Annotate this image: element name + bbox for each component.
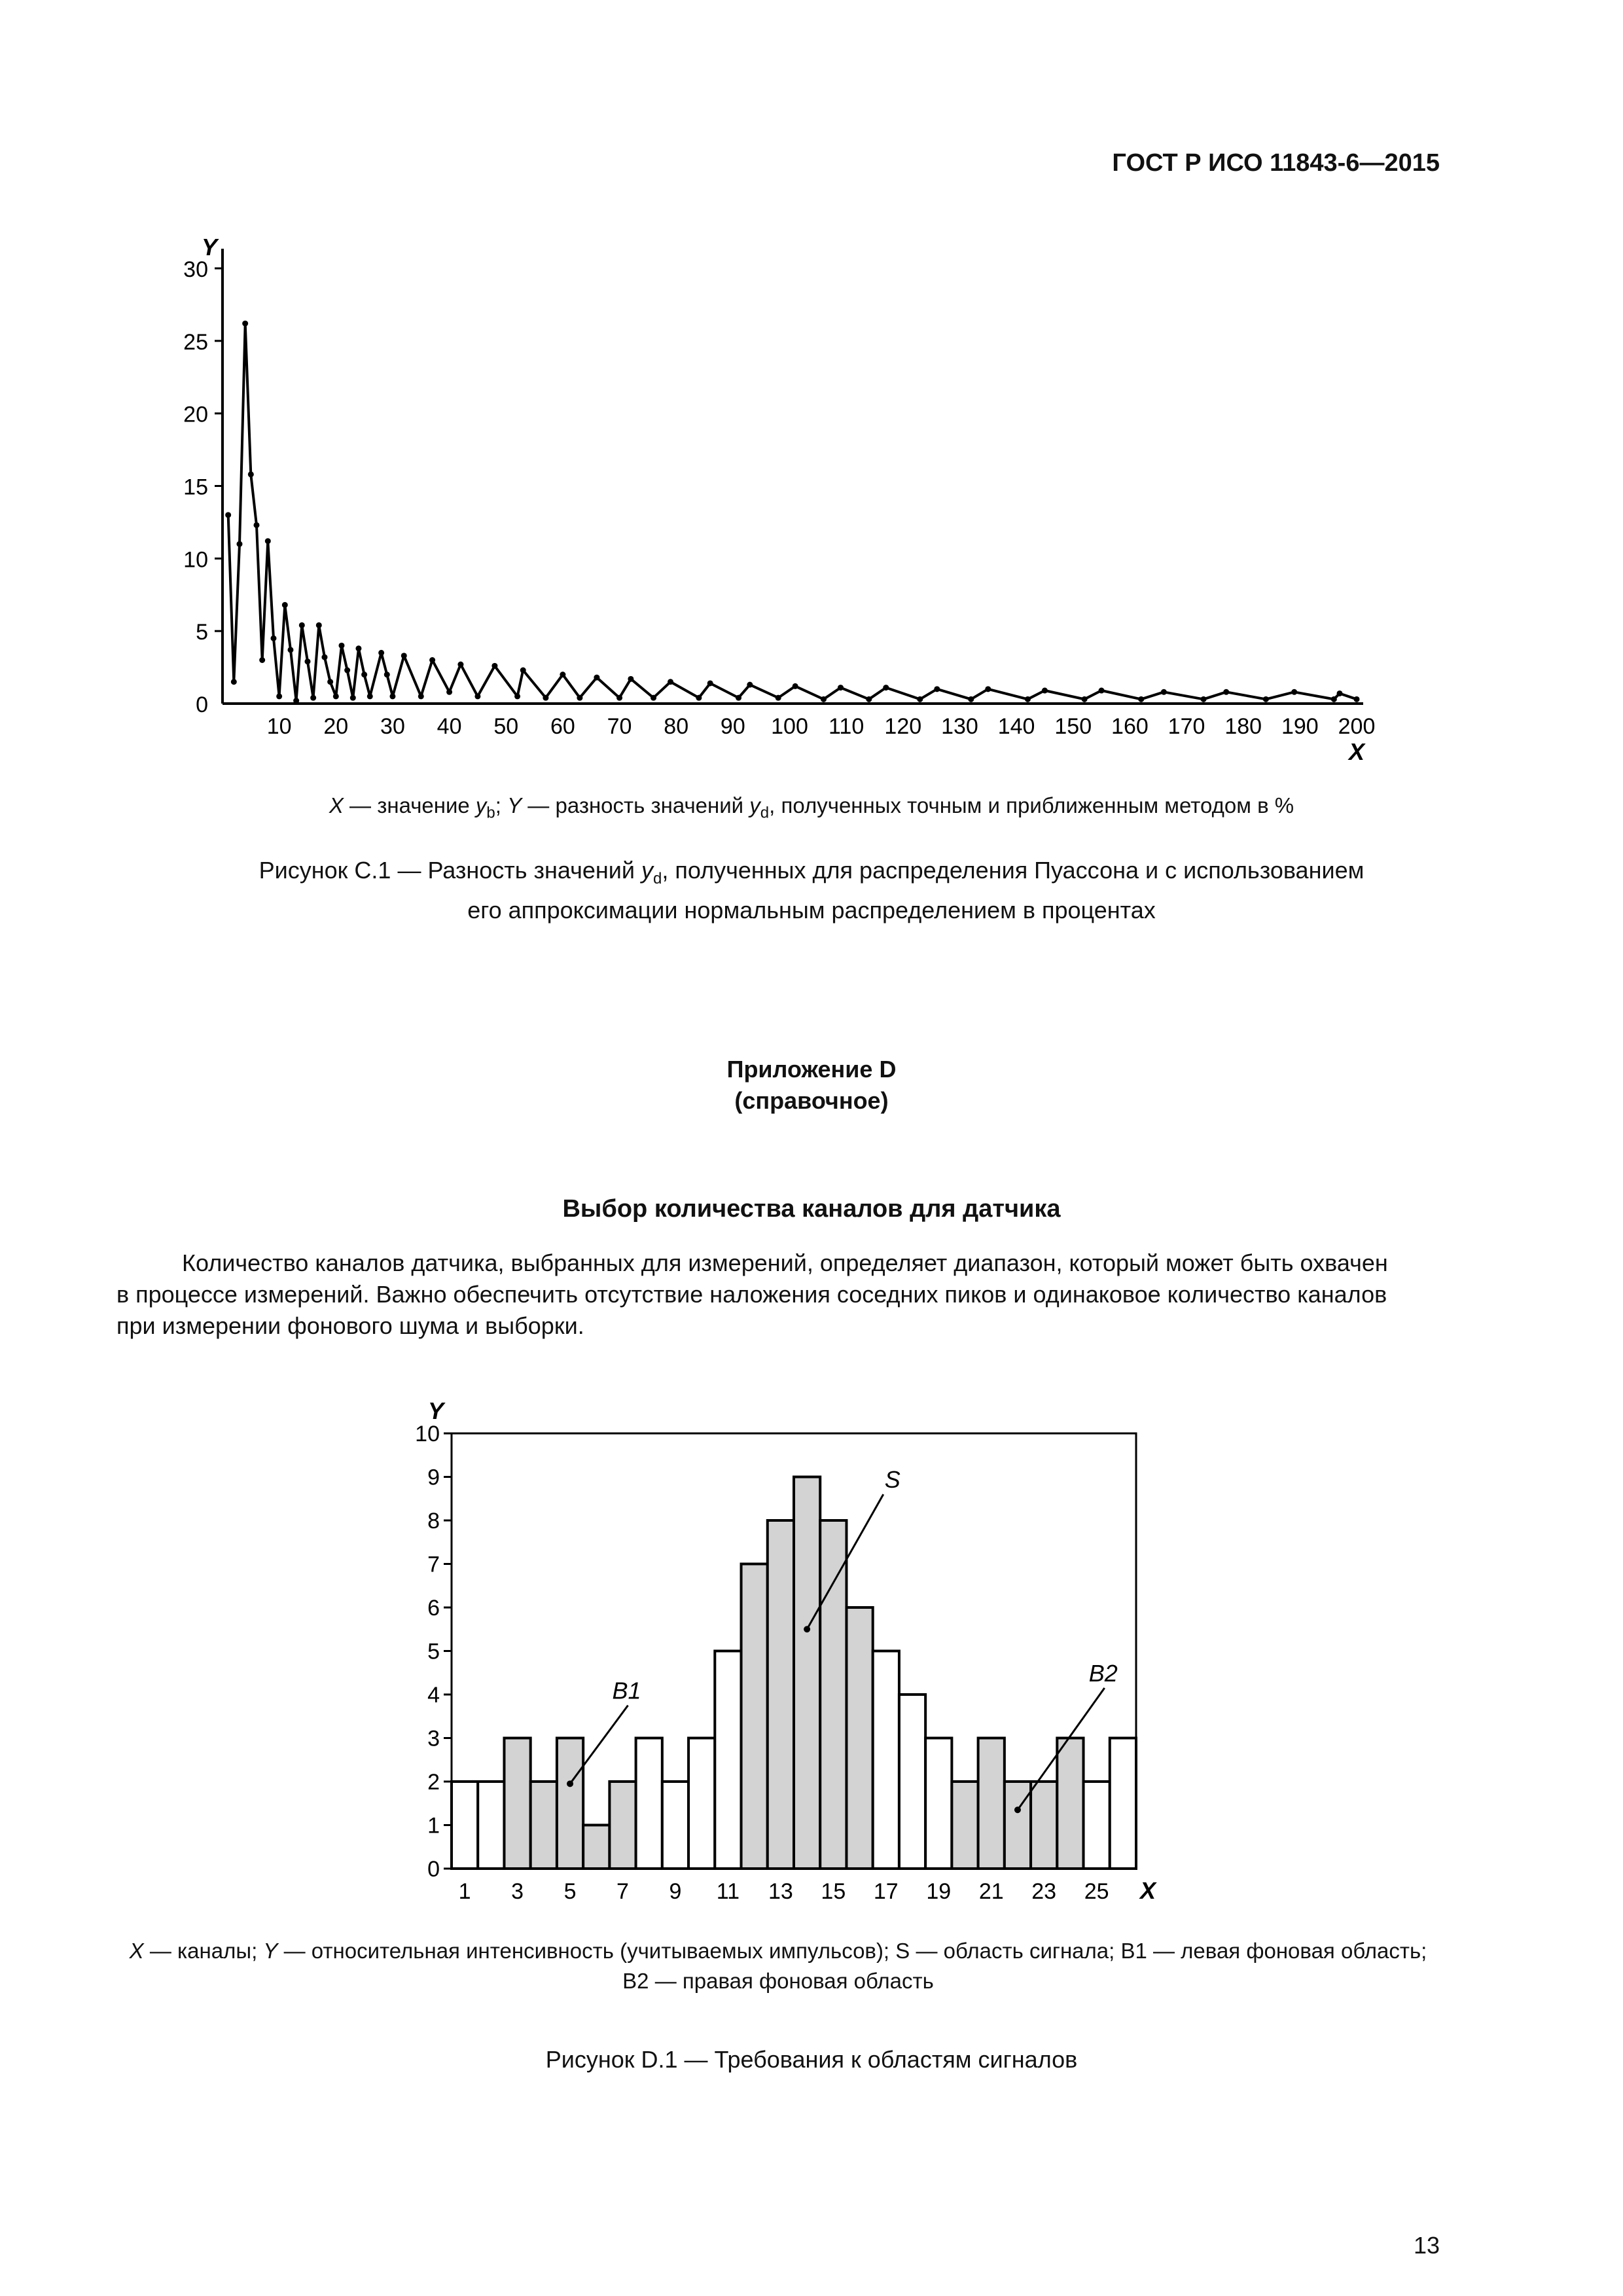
page-number: 13	[1413, 2232, 1440, 2259]
chart1-data-point	[236, 541, 242, 547]
chart2-bar	[741, 1564, 768, 1869]
chart1-data-point	[577, 695, 582, 701]
chart2-y-tick-label: 6	[427, 1596, 440, 1621]
chart2-x-tick-label: 7	[616, 1879, 629, 1904]
chart1-data-point	[1263, 696, 1269, 702]
figure-c1-caption-line2: его аппроксимации нормальным распределением в процентах	[467, 897, 1156, 924]
para-line-3: при измерении фонового шума и выборки.	[116, 1312, 584, 1339]
legend-yd-var: y	[749, 793, 760, 817]
chart1-data-point	[934, 686, 940, 692]
annex-title: Приложение D	[726, 1056, 897, 1083]
chart2-bar	[768, 1520, 794, 1869]
chart2-y-tick-label: 10	[415, 1422, 440, 1446]
chart1-data-point	[378, 650, 384, 656]
legend-yd-sub: d	[760, 804, 770, 822]
chart1-x-tick-label: 170	[1168, 714, 1205, 739]
chart2-bar	[873, 1651, 899, 1869]
chart2-y-tick-label: 8	[427, 1509, 440, 1534]
chart2-bar	[846, 1607, 872, 1869]
chart1-data-point	[474, 693, 480, 699]
chart1-series-line	[228, 323, 1357, 700]
chart1-data-point	[429, 657, 435, 663]
chart2-bar	[583, 1825, 609, 1869]
chart1-x-tick-label: 160	[1111, 714, 1149, 739]
chart1-data-point	[707, 680, 713, 686]
chart1-data-point	[1138, 696, 1144, 702]
chart1-data-point	[883, 685, 889, 691]
figure-d1-caption: Рисунок D.1 — Требования к областям сигналов	[545, 2046, 1078, 2073]
chart2-bar	[662, 1782, 688, 1869]
d1-legend-y-text: — относительная интенсивность (учитываемых импульсов); S — область сигнала; B1 — левая фоновая область;	[277, 1939, 1427, 1963]
chart2-bar	[636, 1738, 662, 1869]
figure-c1-legend: X — значение $y_b$; Y — разность значений $y_d$, полученных точным и приближенным методом в %	[329, 793, 1294, 822]
chart1-data-point	[367, 693, 373, 699]
chart1-x-tick-label: 100	[771, 714, 808, 739]
d1-legend-y: Y	[263, 1939, 278, 1963]
chart2-bar	[820, 1520, 846, 1869]
chart1-x-tick-label: 190	[1281, 714, 1319, 739]
chart1-data-point	[793, 683, 798, 689]
chart2-x-tick-label: 11	[716, 1879, 740, 1904]
chart1-x-tick-label: 90	[720, 714, 745, 739]
figure-d1-legend-line2: B2 — правая фоновая область	[622, 1969, 934, 1993]
document-id: ГОСТ Р ИСО 11843-6—2015	[1112, 149, 1440, 177]
chart2-y-label: Y	[428, 1397, 444, 1424]
chart1-data-point	[384, 672, 390, 677]
chart1-data-point	[270, 636, 276, 641]
chart1-x-tick-label: 180	[1224, 714, 1262, 739]
caption-sub: d	[653, 870, 662, 888]
chart1-data-point	[304, 658, 310, 664]
chart1-data-point	[265, 538, 271, 544]
chart1-x-tick-label: 140	[997, 714, 1035, 739]
chart2-y-tick-label: 3	[427, 1726, 440, 1751]
chart2-x-tick-label: 19	[926, 1879, 952, 1904]
para-line-1: Количество каналов датчика, выбранных для измерений, определяет диапазон, который может быть охвачен	[182, 1249, 1388, 1276]
chart2-x-label: X	[1140, 1877, 1156, 1904]
chart1-x-tick-label: 40	[437, 714, 462, 739]
caption-start: Рисунок С.1 — Разность значений	[259, 857, 642, 884]
chart2-bar	[952, 1782, 978, 1869]
chart1-y-tick-label: 30	[183, 257, 208, 282]
legend-x-text: — значение	[343, 793, 476, 817]
chart2-bar	[1110, 1738, 1136, 1869]
chart1-data-point	[736, 695, 741, 701]
chart1-data-point	[316, 622, 322, 628]
chart1-data-point	[776, 695, 781, 701]
chart1-data-point	[287, 647, 293, 653]
chart1-data-point	[917, 696, 923, 702]
chart2-bar	[1084, 1782, 1110, 1869]
chart2-bar	[531, 1782, 557, 1869]
chart1-x-label: X	[1349, 738, 1365, 765]
para-line-2: в процессе измерений. Важно обеспечить отсутствие наложения соседних пиков и одинаковое количество каналов	[116, 1281, 1387, 1308]
chart1-data-point	[747, 682, 753, 688]
chart1-data-point	[514, 693, 520, 699]
chart1-y-tick-label: 15	[183, 475, 208, 500]
legend-y-letter: Y	[507, 793, 522, 817]
chart1-data-point	[361, 672, 367, 677]
chart1-x-tick-label: 110	[829, 714, 865, 739]
chart1-data-point	[259, 657, 265, 663]
chart2-y-tick-label: 4	[427, 1683, 440, 1708]
chart1-x-tick-label: 50	[493, 714, 519, 739]
legend-yb-sub: b	[486, 804, 495, 822]
chart1-x-tick-label: 60	[550, 714, 575, 739]
chart1-data-point	[310, 695, 316, 701]
chart1-x-tick-label: 130	[941, 714, 978, 739]
chart2-y-tick-label: 9	[427, 1465, 440, 1490]
chart2-bar	[925, 1738, 952, 1869]
chart1-data-point	[1291, 689, 1297, 695]
chart2-bar	[794, 1477, 820, 1869]
chart2-y-tick-label: 1	[427, 1813, 440, 1839]
annex-heading	[484, 1054, 1139, 1117]
annex-subtitle: (справочное)	[734, 1087, 889, 1114]
chart1-data-point	[350, 695, 356, 701]
chart2-bar	[978, 1738, 1005, 1869]
chart1-data-point	[696, 695, 702, 701]
chart1-x-tick-label: 200	[1338, 714, 1376, 739]
chart1-data-point	[299, 622, 305, 628]
chart1-x-tick-label: 20	[323, 714, 349, 739]
chart1-data-point	[1082, 696, 1088, 702]
chart1-data-point	[231, 679, 237, 685]
section-paragraph	[116, 1247, 1440, 1342]
chart1-data-point	[560, 672, 565, 677]
chart2-bar	[609, 1782, 635, 1869]
chart1-data-point	[866, 696, 872, 702]
d1-legend-x-text: — каналы;	[143, 1939, 264, 1963]
legend-yb-var: y	[475, 793, 487, 817]
chart1-y-tick-label: 0	[196, 692, 208, 717]
chart2-y-tick-label: 2	[427, 1770, 440, 1795]
chart2-bar	[899, 1695, 925, 1869]
chart2-x-tick-label: 21	[978, 1879, 1004, 1904]
chart1-data-point	[543, 695, 548, 701]
chart1-data-point	[446, 689, 452, 695]
chart2-x-tick-label: 3	[511, 1879, 524, 1904]
chart1-x-tick-label: 10	[266, 714, 292, 739]
chart1-data-point	[520, 668, 526, 673]
chart1-data-point	[248, 471, 254, 477]
chart2-bar	[504, 1738, 530, 1869]
chart1-data-point	[225, 512, 231, 518]
chart1-x-tick-label: 120	[884, 714, 922, 739]
caption-end: , полученных для распределения Пуассона и с использованием	[662, 857, 1364, 884]
chart2-bar	[715, 1651, 741, 1869]
chart2-bar	[1057, 1738, 1083, 1869]
chart2-bar	[452, 1782, 478, 1869]
caption-var: y	[641, 857, 654, 884]
chart1-y-label: Y	[202, 234, 218, 260]
chart2-bar	[1005, 1782, 1031, 1869]
chart1-data-point	[457, 662, 463, 668]
chart1-x-tick-label: 70	[607, 714, 632, 739]
chart2-bar	[1031, 1782, 1057, 1869]
chart1-y-tick-label: 10	[183, 547, 208, 573]
chart1-data-point	[821, 696, 827, 702]
figure-d1-legend	[116, 1936, 1440, 1996]
chart1-data-point	[418, 693, 424, 699]
chart2-x-tick-label: 13	[768, 1879, 793, 1904]
chart1-data-point	[628, 676, 633, 682]
chart1-x-tick-label: 150	[1054, 714, 1092, 739]
chart1-data-point	[968, 696, 974, 702]
chart2-x-tick-label: 1	[458, 1879, 471, 1904]
chart2-bar	[688, 1738, 715, 1869]
chart1-data-point	[282, 602, 288, 608]
chart2-x-tick-label: 5	[563, 1879, 577, 1904]
chart1-data-point	[491, 663, 497, 669]
figure-c1-caption	[131, 855, 1492, 926]
chart2-annotation-s: S	[884, 1466, 901, 1494]
chart1-x-tick-label: 30	[380, 714, 405, 739]
chart1-data-point	[1025, 696, 1031, 702]
section-title: Выбор количества каналов для датчика	[562, 1195, 1061, 1223]
chart1-data-point	[1223, 689, 1229, 695]
chart1-data-point	[389, 693, 395, 699]
chart1-y-tick-label: 5	[196, 620, 208, 645]
chart1-data-point	[1201, 696, 1207, 702]
figure-d1-legend-line1	[116, 1936, 1440, 1966]
chart1-data-point	[293, 698, 299, 704]
chart1-data-point	[321, 655, 327, 660]
chart1-y-tick-label: 20	[183, 402, 208, 427]
chart1-y-tick-label: 25	[183, 329, 208, 355]
chart1-data-point	[344, 668, 350, 673]
chart1-data-point	[242, 321, 248, 327]
chart2-y-tick-label: 5	[427, 1639, 440, 1664]
chart2-x-tick-label: 23	[1031, 1879, 1057, 1904]
chart1-data-point	[616, 695, 622, 701]
chart1-data-point	[1042, 688, 1048, 694]
chart2-annotation-b2: B2	[1088, 1660, 1118, 1687]
chart1-data-point	[668, 679, 673, 685]
chart1-data-point	[1337, 691, 1343, 696]
chart2-x-tick-label: 15	[821, 1879, 846, 1904]
chart1-data-point	[253, 522, 259, 528]
chart2-annotation-b1: B1	[612, 1677, 641, 1704]
chart1-x-tick-label: 80	[664, 714, 689, 739]
chart1-data-point	[985, 686, 991, 692]
legend-tail: , полученных точным и приближенным методом в %	[769, 793, 1294, 817]
chart2-x-tick-label: 9	[669, 1879, 682, 1904]
chart2-bar	[557, 1738, 583, 1869]
chart1-data-point	[594, 675, 599, 681]
chart1-data-point	[651, 695, 656, 701]
d1-legend-x: X	[129, 1939, 144, 1963]
chart1-data-point	[327, 679, 333, 685]
chart2-bar	[478, 1782, 504, 1869]
chart1-data-point	[1099, 688, 1105, 694]
chart1-data-point	[1331, 696, 1337, 702]
chart1-data-point	[276, 693, 282, 699]
chart1-data-point	[355, 645, 361, 651]
chart1-data-point	[1354, 696, 1360, 702]
chart2-y-tick-label: 0	[427, 1857, 440, 1882]
chart1-data-point	[333, 693, 339, 699]
legend-y-text: — разность значений	[522, 793, 750, 817]
chart2-x-tick-label: 17	[873, 1879, 899, 1904]
figure-c1-caption-line1	[131, 855, 1492, 895]
chart2-y-tick-label: 7	[427, 1552, 440, 1577]
chart2-x-tick-label: 25	[1084, 1879, 1109, 1904]
chart1-data-point	[838, 685, 844, 691]
chart1-data-point	[1161, 689, 1167, 695]
chart1-data-point	[338, 643, 344, 649]
chart1-data-point	[401, 653, 407, 658]
legend-x-letter: X	[329, 793, 344, 817]
